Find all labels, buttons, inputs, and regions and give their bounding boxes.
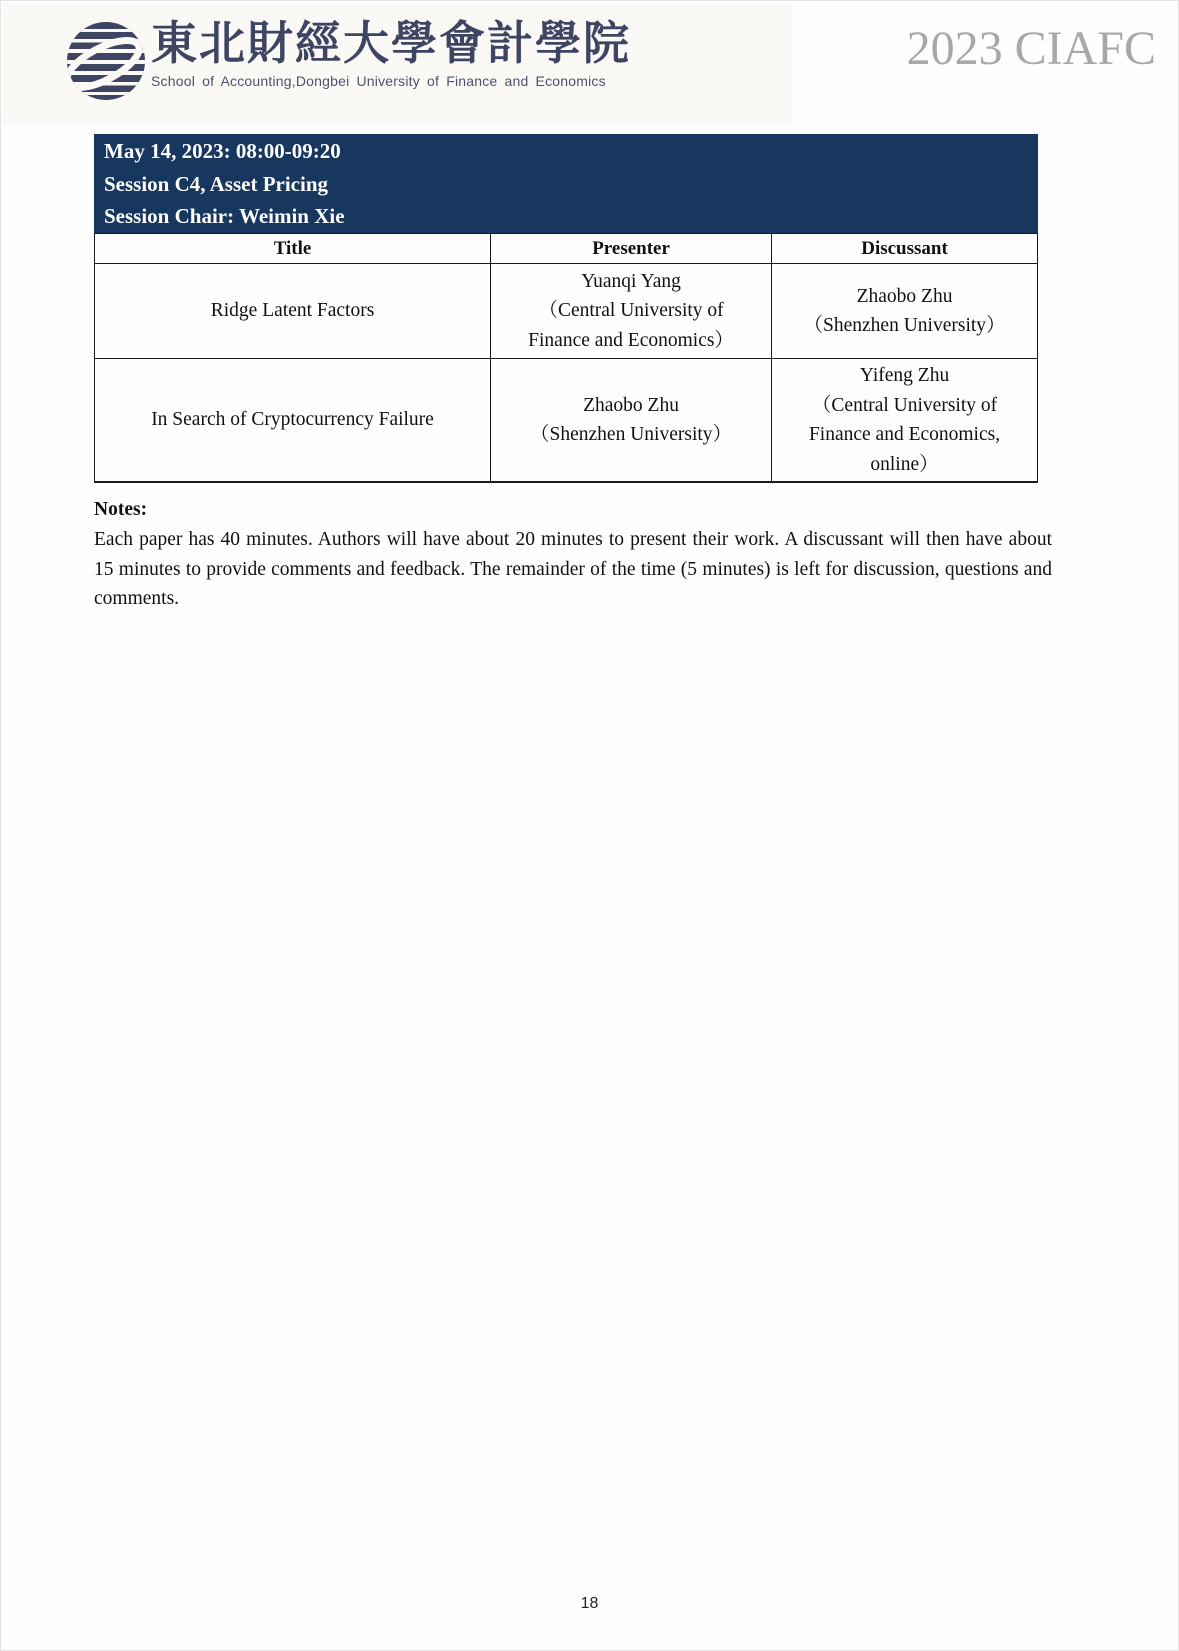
discussant-cell: [772, 359, 1038, 483]
session-header-bar: [94, 134, 1038, 233]
table-row: [95, 359, 1038, 483]
logo-english-subtitle: School of Accounting,Dongbei University of Finance and Economics: [151, 73, 606, 89]
paper-title-cell: Ridge Latent Factors: [95, 264, 491, 359]
conference-badge: 2023 CIAFC: [906, 22, 1156, 75]
logo-text: [151, 17, 631, 90]
presenter-affiliation-line: （Shenzhen University）: [530, 424, 733, 445]
discussant-affiliation-line: Finance and Economics,: [808, 424, 1001, 445]
notes-label: Notes:: [94, 499, 148, 520]
presenter-affiliation-line: （Central University of: [538, 300, 724, 322]
header-logo-block: [3, 3, 792, 124]
discussant-name: Yifeng Zhu: [859, 365, 950, 386]
presenter-affiliation-line: Finance and Economics）: [528, 329, 734, 351]
notes-section: [94, 495, 1052, 614]
discussant-affiliation-line: （Shenzhen University）: [803, 315, 1006, 336]
session-name: Session C4, Asset Pricing: [104, 171, 329, 196]
discussant-cell: [772, 264, 1038, 359]
session-chair: Session Chair: Weimin Xie: [104, 204, 345, 228]
presenter-cell: [491, 359, 772, 483]
column-header-discussant: Discussant: [772, 234, 1038, 264]
table-row: [95, 264, 1038, 359]
page-number: 18: [580, 1595, 599, 1612]
presenter-cell: [491, 264, 772, 359]
column-header-title: Title: [95, 234, 491, 264]
discussant-affiliation-line: （Central University of: [811, 394, 998, 416]
session-datetime: May 14, 2023: 08:00-09:20: [104, 139, 341, 163]
column-header-presenter: Presenter: [491, 234, 772, 264]
paper-title-cell: In Search of Cryptocurrency Failure: [95, 359, 491, 483]
logo-chinese-title: 東北財經大學會計學院: [151, 16, 631, 70]
globe-stripes-icon: [65, 20, 147, 102]
presenter-name: Yuanqi Yang: [581, 270, 681, 292]
notes-body: Each paper has 40 minutes. Authors will have about 20 minutes to present their work. A discussant will then have about 15 minutes to provide comments and feedback. The remainder of the time (5 minutes) is left for discussion, questions and comments.: [94, 529, 1052, 609]
discussant-affiliation-line: online）: [870, 453, 939, 475]
table-header-row: [95, 234, 1038, 264]
presenter-name: Zhaobo Zhu: [583, 394, 679, 416]
session-schedule-table: [94, 233, 1038, 483]
discussant-name: Zhaobo Zhu: [856, 285, 953, 307]
